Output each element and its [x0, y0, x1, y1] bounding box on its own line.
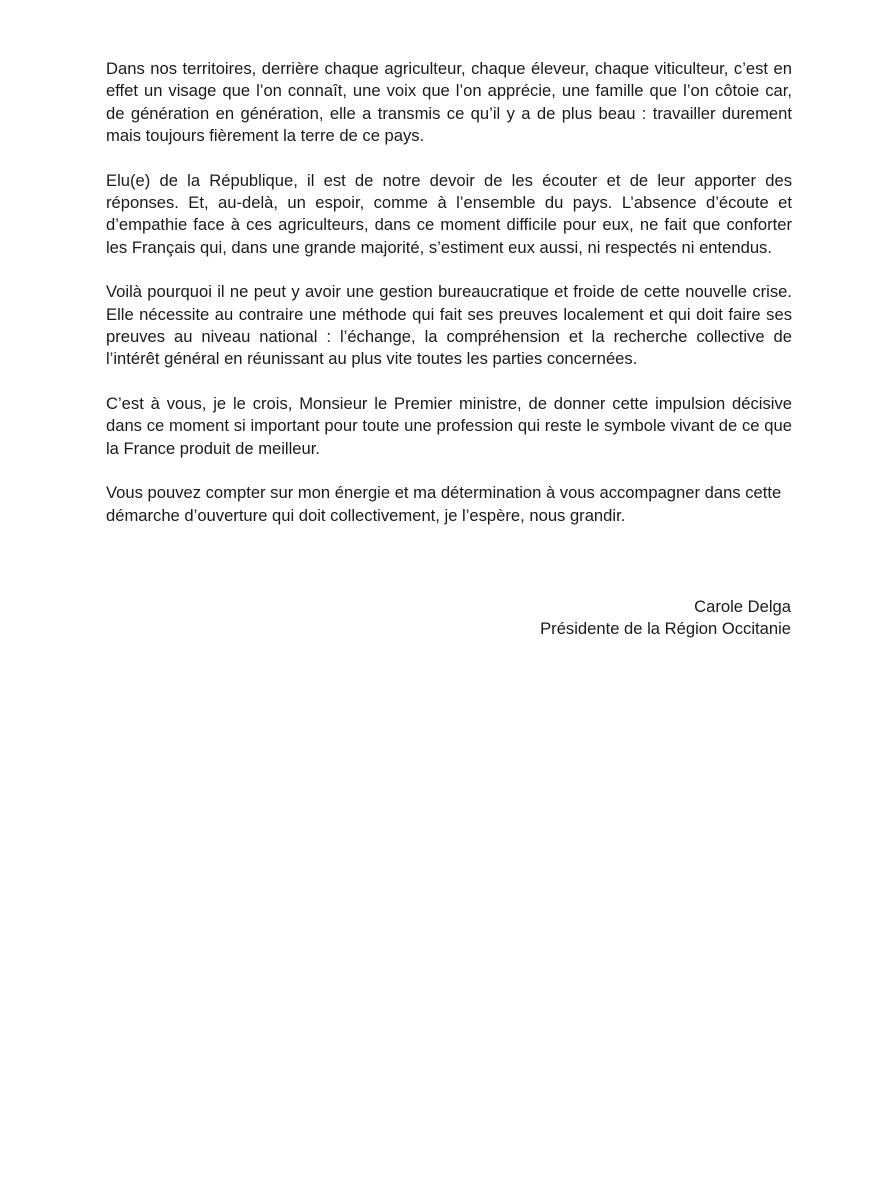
paragraph-republique: Elu(e) de la République, il est de notre devoir de les écouter et de leur apporter des réponses. Et, au-delà, un espoir, comme à l’ensemble du pays. L’absence d’écoute et d’empathie face à ces agriculteurs, dans ce moment difficile pour eux, ne fait que conforter les Français qui, dans une grande majorité, s’estiment eux aussi, ni respectés ni entendus. — [106, 170, 792, 257]
letter-body — [106, 58, 792, 549]
signatory-title: Présidente de la Région Occitanie — [540, 619, 791, 639]
paragraph-conclusion: Vous pouvez compter sur mon énergie et ma détermination à vous accompagner dans cette démarche d’ouverture qui doit collectivement, je l’espère, nous grandir. — [106, 483, 782, 525]
paragraph-territoires: Dans nos territoires, derrière chaque agriculteur, chaque éleveur, chaque viticulteur, c’est en effet un visage que l’on connaît, une voix que l’on apprécie, une famille que l’on côtoie car, de génération en génération, elle a transmis ce qu’il y a de plus beau : travailler durement mais toujours fièrement la terre de ce pays. — [106, 59, 792, 146]
paragraph-premier-ministre: C’est à vous, je le crois, Monsieur le Premier ministre, de donner cette impulsion décisive dans ce moment si important pour toute une profession qui reste le symbole vivant de ce que la France produit de meilleur. — [106, 393, 792, 458]
signature-block — [540, 596, 791, 641]
signatory-name: Carole Delga — [694, 597, 791, 616]
paragraph-gestion-crise: Voilà pourquoi il ne peut y avoir une gestion bureaucratique et froide de cette nouvelle crise. Elle nécessite au contraire une méthode qui fait ses preuves localement et qui doit faire ses preuves au niveau national : l’échange, la compréhension et la recherche collective de l’intérêt général en réunissant au plus vite toutes les parties concernées. — [106, 282, 792, 369]
